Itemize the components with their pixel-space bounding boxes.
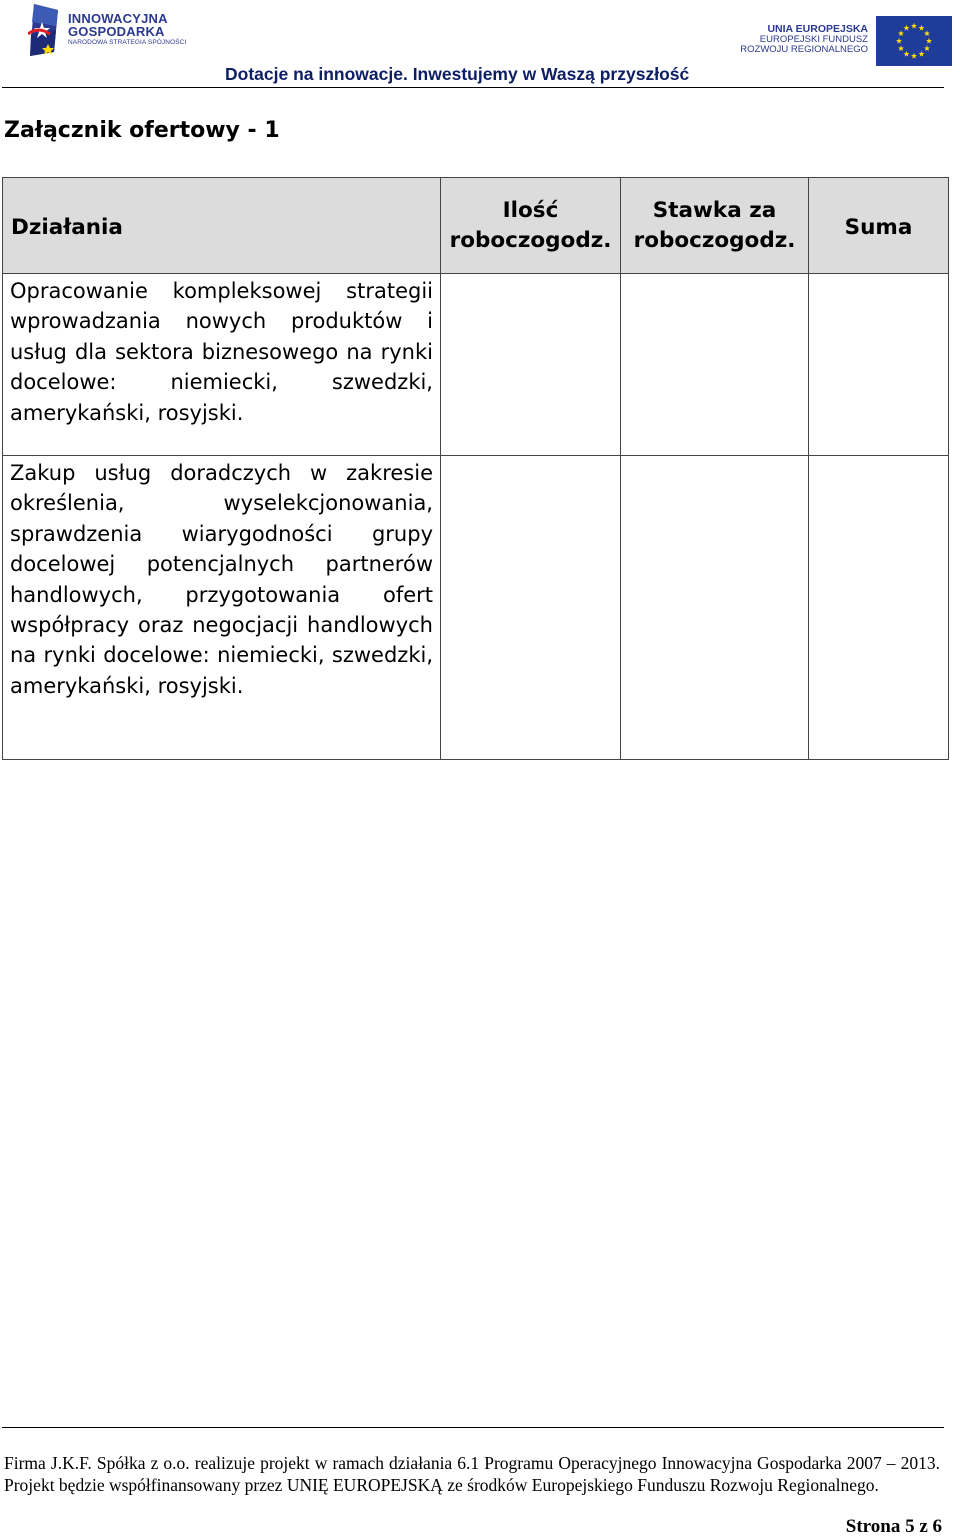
header-rate-line1: Stawka za bbox=[652, 197, 777, 223]
sum-cell bbox=[809, 456, 949, 760]
logo-left-line1: INNOWACYJNA bbox=[68, 11, 168, 26]
header-hours-line1: Ilość bbox=[502, 197, 559, 223]
rate-value bbox=[621, 274, 808, 276]
header-sum-label: Suma bbox=[844, 214, 913, 240]
action-description: Zakup usług doradczych w zakresie określenia, wyselekcjonowania, sprawdzenia wiarygodności grupy docelowej potencjalnych partnerów handlowych, przygotowania ofert współpracy oraz negocjacji handlowych na rynki docelowe: niemiecki, szwedzki, amerykański, rosyjski. bbox=[10, 461, 433, 698]
footer-divider bbox=[2, 1427, 944, 1428]
logo-left-line3: NARODOWA STRATEGIA SPÓJNOŚCI bbox=[68, 39, 187, 46]
table-row bbox=[3, 274, 949, 456]
page-title: Załącznik ofertowy - 1 bbox=[4, 118, 280, 143]
action-cell bbox=[3, 456, 441, 760]
table-header-row bbox=[3, 178, 949, 274]
logo-right-line2: EUROPEJSKI FUNDUSZ bbox=[759, 34, 868, 46]
rate-cell bbox=[621, 274, 809, 456]
eu-fund-logo bbox=[737, 14, 952, 66]
hours-cell bbox=[441, 456, 621, 760]
logo-right-line1: UNIA EUROPEJSKA bbox=[767, 23, 868, 35]
sum-cell bbox=[809, 274, 949, 456]
action-description: Opracowanie kompleksowej strategii wprowadzania nowych produktów i usług dla sektora biznesowego na rynki docelowe: niemiecki, szwedzki, amerykański, rosyjski. bbox=[10, 279, 433, 425]
page-number: Strona 5 z 6 bbox=[845, 1516, 942, 1537]
header-rate-line2: roboczogodz. bbox=[633, 227, 796, 253]
sum-value bbox=[809, 456, 948, 458]
hours-value bbox=[441, 456, 620, 458]
eu-flag-icon bbox=[876, 16, 952, 66]
header-tagline: Dotacje na innowacje. Inwestujemy w Waszą przyszłość bbox=[225, 64, 690, 84]
rate-cell bbox=[621, 456, 809, 760]
rate-value bbox=[621, 456, 808, 458]
table-row bbox=[3, 456, 949, 760]
offer-table bbox=[2, 177, 949, 760]
logo-right-line3: ROZWOJU REGIONALNEGO bbox=[740, 43, 868, 55]
header-actions-label: Działania bbox=[11, 214, 123, 240]
header-divider bbox=[2, 87, 944, 88]
header-hours bbox=[441, 178, 621, 274]
hours-cell bbox=[441, 274, 621, 456]
sum-value bbox=[809, 274, 948, 276]
innowacyjna-gospodarka-logo bbox=[28, 4, 188, 56]
action-cell bbox=[3, 274, 441, 456]
header-sum bbox=[809, 178, 949, 274]
header-rate bbox=[621, 178, 809, 274]
logo-left-line2: GOSPODARKA bbox=[68, 24, 165, 39]
footer-note: Firma J.K.F. Spółka z o.o. realizuje projekt w ramach działania 6.1 Programu Operacyjnego Innowacyjna Gospodarka 2007 – 2013. Projekt będzie współfinansowany przez UNIĘ EUROPEJSKĄ ze środków Europejskiego Funduszu Rozwoju Regionalnego. bbox=[4, 1453, 940, 1495]
header-hours-line2: roboczogodz. bbox=[449, 227, 612, 253]
hours-value bbox=[441, 274, 620, 276]
header-actions bbox=[3, 178, 441, 274]
star-emblem-icon bbox=[28, 4, 68, 56]
